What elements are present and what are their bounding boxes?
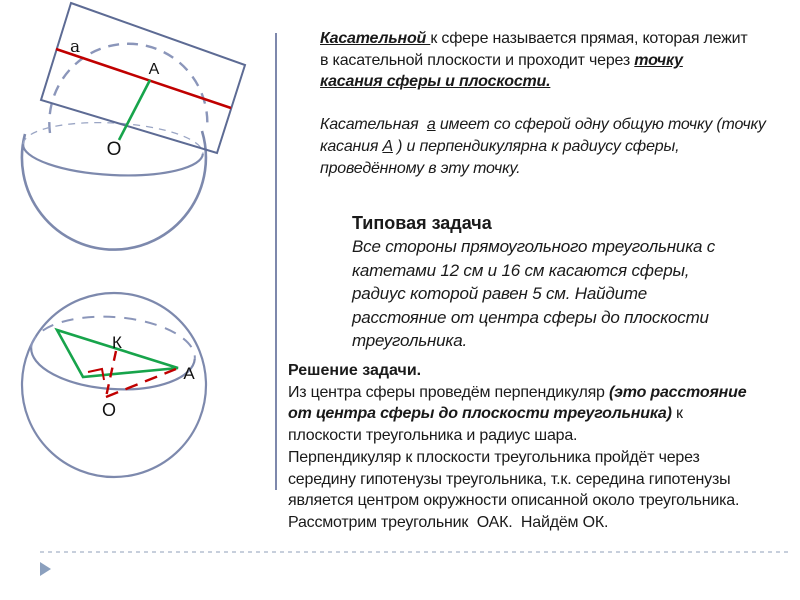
- solution-emphasis: (это расстояние: [609, 383, 747, 401]
- sphere-tangent-plane-diagram: [0, 0, 260, 272]
- problem-line: Все стороны прямоугольного треугольника с: [352, 237, 716, 256]
- definition-line: [320, 71, 766, 93]
- problem-block: [352, 211, 715, 353]
- solution-line: Перпендикуляр к плоскости треугольника пройдёт через: [288, 448, 700, 466]
- label-point-K: К: [112, 333, 122, 352]
- solution-text: к: [671, 405, 683, 423]
- property-text: имеет со сферой одну общую точку (точку: [435, 116, 766, 134]
- property-point-ref: а: [426, 116, 436, 134]
- solution-line: [288, 403, 746, 425]
- property-text: ) и перпендикулярна к радиусу сферы,: [392, 137, 680, 155]
- solution-title: Решение задачи.: [288, 362, 422, 379]
- definition-term: Касательной: [320, 30, 431, 47]
- property-text: касания: [320, 137, 383, 155]
- property-point-ref: А: [382, 137, 393, 155]
- definition-block: [320, 28, 766, 179]
- footer-arrow-icon: [40, 562, 51, 576]
- problem-line: треугольника.: [352, 331, 468, 351]
- paragraph-gap: [320, 93, 766, 114]
- solution-line: плоскости треугольника и радиус шара.: [288, 427, 578, 445]
- definition-term: касания сферы и плоскости.: [320, 73, 551, 91]
- property-text: проведённому в эту точку.: [320, 159, 521, 177]
- problem-line: расстояние от центра сферы до плоскости: [352, 307, 709, 327]
- label-tangent-line-a: a: [70, 37, 81, 57]
- solution-line: [288, 382, 746, 404]
- solution-line: Рассмотрим треугольник ОАК. Найдём ОК.: [288, 513, 609, 531]
- solution-emphasis: от центра сферы до плоскости треугольника): [288, 405, 672, 423]
- problem-line: радиус которой равен 5 см. Найдите: [352, 284, 648, 304]
- tangent-property-line: [320, 158, 766, 180]
- solution-line: середину гипотенузы треугольника, т.к. середина гипотенузы: [288, 470, 731, 488]
- definition-line: [320, 28, 766, 50]
- definition-text: в касательной плоскости и проходит через: [320, 51, 635, 69]
- definition-term: точку: [634, 51, 683, 69]
- label-point-A: А: [183, 364, 195, 383]
- property-text: Касательная: [320, 116, 427, 134]
- sphere-outline: [22, 293, 206, 477]
- footer-dashed-divider: [40, 551, 792, 553]
- label-point-A: А: [148, 61, 160, 78]
- problem-line: катетами 12 см и 16 см касаются сферы,: [352, 260, 690, 280]
- sphere-inscribed-triangle-diagram: [0, 278, 240, 498]
- solution-block: [288, 360, 746, 534]
- solution-text: Из центра сферы проведём перпендикуляр: [288, 383, 609, 401]
- tangent-line: [56, 49, 231, 108]
- definition-line: [320, 50, 766, 72]
- label-center-O: О: [101, 400, 117, 420]
- problem-title: Типовая задача: [352, 213, 492, 233]
- tangent-property-line: [320, 136, 766, 158]
- vertical-divider: [275, 33, 277, 490]
- label-center-O: О: [106, 139, 122, 160]
- definition-text: к сфере называется прямая, которая лежит: [430, 30, 748, 47]
- solution-line: является центром окружности описанной около треугольника.: [288, 492, 740, 510]
- tangent-property-line: [320, 114, 766, 136]
